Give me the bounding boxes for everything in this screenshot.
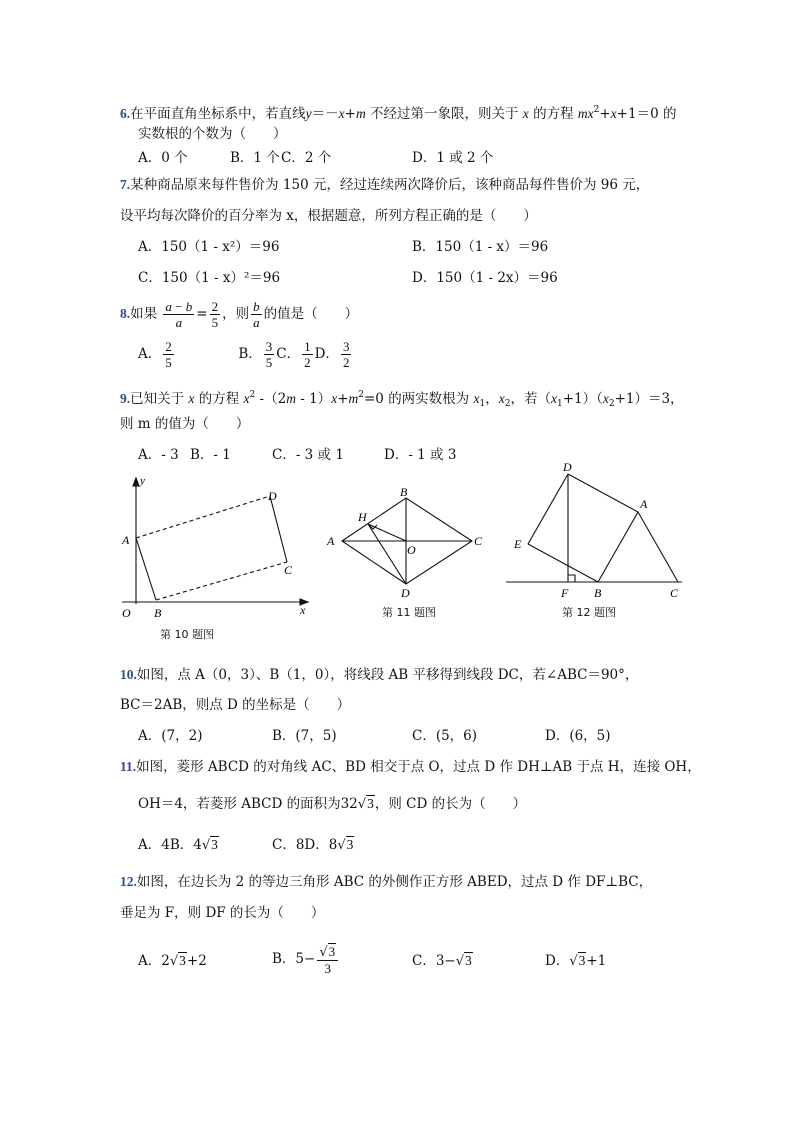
q11-line2: OH＝4，若菱形 ABCD 的面积为32√3，则 CD 的长为（ ） (138, 796, 527, 812)
q12-option-c: C． (412, 953, 436, 969)
q6-text-c: 的方程 (533, 106, 574, 122)
q11-option-b: B． (169, 837, 194, 853)
q9-option-d: D．- 1 或 3 (384, 447, 457, 463)
q12-option-a-row: A．2√3+2 (138, 953, 207, 969)
fig11-label-H: H (358, 510, 367, 524)
q6-text-a: 在平面直角坐标系中，若直线 (130, 106, 306, 122)
fig10-label-O: O (122, 606, 131, 620)
figure-10-caption: 第 10 题图 (160, 628, 214, 641)
q9-text-b: 的方程 (198, 391, 240, 407)
q10-option-a: A．(7，2) (138, 728, 203, 744)
q11-text-1: 如图，菱形 ABCD 的对角线 AC、BD 相交于点 O，过点 D 作 DH⊥AB 于点 H，连接 OH， (136, 759, 701, 775)
fig11-label-D: D (401, 586, 410, 600)
fig12-label-F: F (561, 586, 569, 600)
q8-option-b: B． (238, 346, 262, 362)
q8-text-a: 如果 (130, 306, 158, 322)
q11-options: A．4B．4√3 (138, 837, 218, 853)
q8-line: 8.如果 $\frac{a - b}{a}$ = $\frac{2}{5}$ ，则 $\frac{b}{a}$ 的值是（ ） (120, 299, 359, 330)
q7-number: 7. (120, 177, 131, 192)
q7-option-d: D．150（1 - 2x）＝96 (412, 270, 558, 286)
q12-option-c-row: C．3−√3 (412, 953, 472, 969)
q11-option-a: A．4 (138, 837, 170, 853)
q7-text-1: 某种商品原来每件售价为 150 元，经过连续两次降价后，该种商品每件售价为 96 元， (130, 177, 650, 193)
fig10-label-B: B (154, 606, 162, 620)
fig11-label-B: B (400, 485, 408, 499)
q9-option-c: C．- 3 或 1 (272, 447, 344, 463)
figure-11-caption: 第 11 题图 (382, 606, 436, 619)
figure-11 (322, 484, 492, 602)
fig10-label-x: x (300, 603, 306, 617)
q9-option-b: B．- 1 (190, 447, 231, 463)
q12-option-d: D． (545, 953, 570, 969)
q8-fraction-given: $\frac{a - b}{a}$ (165, 299, 193, 330)
fig12-label-C: C (670, 586, 679, 600)
q6-line1: 6.在平面直角坐标系中，若直线y＝－x+m 不经过第一象限，则关于 x 的方程 $mx^2+x+1=0$ 的 (120, 105, 677, 122)
q11-text-2a: OH＝4，若菱形 ABCD 的面积为 (138, 796, 341, 812)
q8-fraction-target: $\frac{b}{a}$ (253, 299, 260, 330)
fig12-label-D: D (563, 460, 572, 474)
q7-option-b: B．150（1 - x）＝96 (412, 239, 549, 255)
fig12-label-A: A (640, 497, 648, 511)
fig10-label-C: C (284, 563, 293, 577)
q7-option-c: C．150（1 - x）²＝96 (138, 270, 281, 286)
q8-option-b-value: $\frac{3}{5}$ (265, 339, 273, 370)
q10-line1 (120, 666, 638, 684)
q8-option-d: D． (314, 346, 339, 362)
fig12-label-B: B (594, 586, 602, 600)
q12-option-d-row: D．√3+1 (545, 953, 607, 969)
q6-option-c: C．2 个 (281, 150, 332, 166)
q8-fraction-value: $\frac{2}{5}$ (211, 299, 219, 330)
q12-option-b-row: B．5− $\frac{√3}{3}$ (272, 937, 340, 981)
q8-option-c-value: $\frac{1}{2}$ (304, 339, 311, 370)
fig11-label-A: A (327, 534, 335, 548)
figure-12-caption: 第 12 题图 (562, 606, 616, 619)
q11-number: 11. (120, 759, 137, 774)
q7-option-a: A．150（1 - x²）＝96 (138, 239, 280, 255)
q11-option-d: D． (304, 837, 329, 853)
q7-line2: 设平均每次降价的百分率为 x，根据题意，所列方程正确的是（ ） (120, 208, 537, 224)
q12-option-b-fraction: $\frac{√3}{3}$ (317, 944, 338, 976)
q7-line1 (120, 176, 649, 194)
q8-option-a-value: $\frac{2}{5}$ (165, 339, 172, 370)
q6-option-b: B．1 个 (230, 150, 280, 166)
q9-line2: 则 m 的值为（ ） (120, 416, 250, 432)
q6-number: 6. (120, 106, 131, 121)
fig11-label-O: O (407, 543, 416, 557)
q8-option-a: A． (138, 346, 162, 362)
q12-number: 12. (120, 874, 137, 889)
fig10-label-y: y (140, 475, 145, 487)
q12-option-a: A． (138, 953, 162, 969)
q6-text-b: 不经过第一象限，则关于 (369, 106, 519, 122)
q6-option-d: D．1 或 2 个 (412, 150, 494, 166)
q10-option-c: C．(5，6) (412, 728, 478, 744)
q9-option-a: A．- 3 (138, 447, 179, 463)
q6-option-a: A．0 个 (138, 150, 188, 166)
figure-12 (500, 458, 690, 600)
q8-options (138, 337, 353, 371)
fig10-label-D: D (268, 489, 277, 503)
q12-line1 (120, 873, 652, 891)
q9-text-a: 已知关于 (130, 391, 185, 407)
q11-option-c: C．8 (272, 837, 305, 853)
q9-number: 9. (120, 391, 131, 406)
figure-10 (112, 472, 312, 624)
q8-number: 8. (120, 306, 131, 321)
q8-text-c: 的值是（ ） (263, 306, 359, 322)
q6-line2: 实数根的个数为（ ） (138, 126, 287, 142)
q10-option-d: D．(6，5) (545, 728, 611, 744)
q10-text-1: 如图，点 A（0，3）、B（1，0），将线段 AB 平移得到线段 DC，若∠ABC＝90°， (136, 667, 639, 683)
q10-option-b: B．(7，5) (272, 728, 337, 744)
q6-text-d: 的 (662, 106, 677, 122)
q9-line1: 9.已知关于 x 的方程 $x^2$ $-(2m - 1)x+m^2=0$ 的两实数根为 $x_1$，$x_2$，若$(x_1+1)(x_2+1)=3$， (120, 390, 684, 409)
q11-line1 (120, 758, 701, 776)
q11-text-2b: ，则 CD 的长为（ ） (374, 796, 527, 812)
q12-line2: 垂足为 F，则 DF 的长为（ ） (120, 905, 325, 921)
q8-option-c: C． (276, 346, 301, 362)
q12-text-1: 如图，在边长为 2 的等边三角形 ABC 的外侧作正方形 ABED，过点 D 作 DF⊥BC， (136, 874, 653, 890)
q9-text-c: 的两实数根为 (388, 391, 470, 407)
q11-options-cd: C．8D．8√3 (272, 837, 354, 853)
q12-option-b: B． (272, 951, 296, 967)
fig11-label-C: C (474, 534, 483, 548)
q8-text-b: ，则 (222, 306, 250, 322)
q10-number: 10. (120, 667, 137, 682)
fig10-label-A: A (122, 533, 130, 547)
q8-option-d-value: $\frac{3}{2}$ (342, 339, 350, 370)
q10-line2: BC＝2AB，则点 D 的坐标是（ ） (120, 697, 351, 713)
fig12-label-E: E (514, 537, 522, 551)
q9-text-d: ，若 (510, 391, 538, 407)
